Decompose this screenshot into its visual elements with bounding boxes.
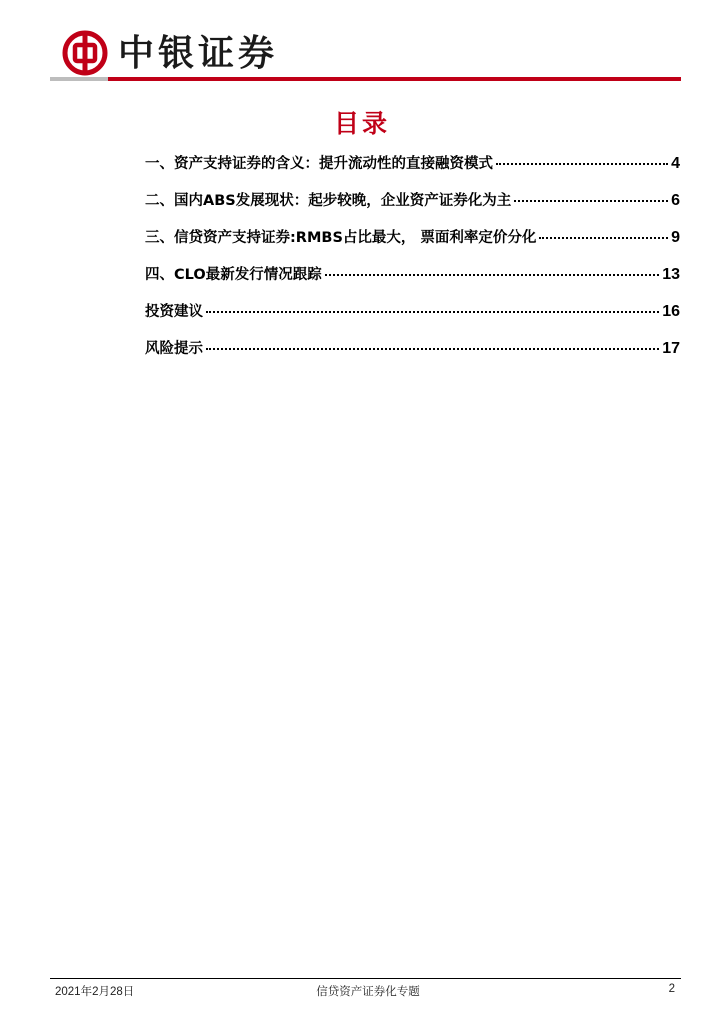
toc-entry-text: 投资建议 <box>145 304 203 320</box>
toc-leader-dots <box>206 334 659 350</box>
toc-entry-text: 风险提示 <box>145 341 203 357</box>
toc-entry[interactable] <box>145 226 680 263</box>
toc-entry-page: 16 <box>662 303 680 320</box>
toc-leader-dots <box>496 149 668 165</box>
toc-entry-text: 三、信贷资产支持证券:RMBS占比最大， 票面利率定价分化 <box>145 230 537 246</box>
toc-entry[interactable] <box>145 152 680 189</box>
toc-entry-text: 四、CLO最新发行情况跟踪 <box>145 267 322 283</box>
toc-entry-page: 17 <box>662 340 680 357</box>
report-header <box>62 28 278 78</box>
toc-entry[interactable] <box>145 337 680 374</box>
toc-entry-page: 6 <box>671 192 680 209</box>
toc-entry[interactable] <box>145 189 680 226</box>
toc-entry-text: 二、国内ABS发展现状：起步较晚，企业资产证券化为主 <box>145 193 512 209</box>
toc-entry-text: 一、资产支持证券的含义：提升流动性的直接融资模式 <box>145 156 493 172</box>
footer-topic: 信贷资产证券化专题 <box>316 986 420 998</box>
toc-title: 目录 <box>333 109 390 138</box>
header-rule-gray <box>50 77 108 81</box>
footer-date: 2021年2月28日 <box>55 986 135 998</box>
table-of-contents <box>145 152 680 374</box>
toc-entry-page: 13 <box>662 266 680 283</box>
toc-leader-dots <box>325 260 660 276</box>
bank-of-china-logo-icon <box>62 30 108 76</box>
toc-leader-dots <box>206 297 659 313</box>
toc-entry-page: 4 <box>671 155 680 172</box>
toc-entry[interactable] <box>145 300 680 337</box>
toc-leader-dots <box>514 186 668 202</box>
brand-name: 中银证券 <box>118 32 279 74</box>
footer-page-number: 2 <box>668 983 675 995</box>
toc-entry-page: 9 <box>671 229 680 246</box>
toc-leader-dots <box>539 223 668 239</box>
footer-rule <box>50 978 681 979</box>
header-rule-red <box>108 77 681 81</box>
toc-entry[interactable] <box>145 263 680 300</box>
